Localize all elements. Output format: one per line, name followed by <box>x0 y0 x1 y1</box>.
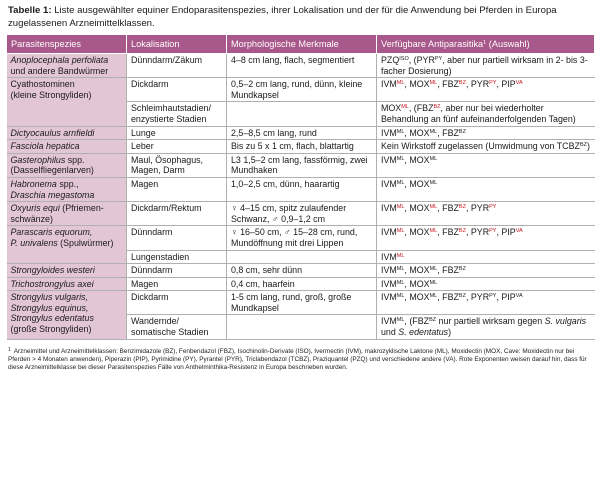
table-row <box>7 78 595 102</box>
parasite-note: spp., <box>56 178 79 189</box>
location-cell: Dünndarm/Zäkum <box>127 54 227 78</box>
parasite-note: (kleine Strongyliden) <box>10 89 92 100</box>
drug: , PYR <box>465 227 490 238</box>
morphology-cell: 0,4 cm, haarfein <box>227 277 377 291</box>
drug-class: ML <box>396 155 405 162</box>
location-cell: Schleimhautstadien/ enzystierte Stadien <box>127 102 227 126</box>
drug: IVM <box>381 292 397 303</box>
drug: , MOX <box>404 203 430 214</box>
location-cell: Leber <box>127 140 227 154</box>
drug-note: Kein Wirkstoff zugelassen (Umwidmung von TCBZ <box>381 141 580 152</box>
drug-class: ML <box>396 279 405 286</box>
drug: , FBZ <box>437 203 459 214</box>
drug: IVM <box>381 251 397 262</box>
drugs-cell <box>377 102 595 126</box>
table-row <box>7 153 595 177</box>
footnote <box>8 346 592 373</box>
location-cell: Magen <box>127 177 227 201</box>
parasite-name: Dictyocaulus arnfieldi <box>10 127 95 138</box>
drug-note: ) <box>448 327 452 338</box>
drug: , MOX <box>404 154 430 165</box>
drug-class-resistant: BZ <box>458 80 466 87</box>
drug: , PIP <box>496 79 516 90</box>
drug: , PYR <box>465 203 490 214</box>
location-cell: Dünndarm <box>127 264 227 278</box>
table-row <box>7 291 595 315</box>
drug-class: ISO <box>399 56 409 62</box>
morphology-cell: Bis zu 5 x 1 cm, flach, blattartig <box>227 140 377 154</box>
parasite-cell <box>7 78 127 126</box>
parasite-name: Fasciola hepatica <box>10 141 80 152</box>
drug-class: PY <box>489 293 497 300</box>
drug-class: ML <box>396 293 405 300</box>
morphology-cell: 1-5 cm lang, rund, groß, große Mundkapsel <box>227 291 377 315</box>
drug-class-resistant: PY <box>489 80 497 87</box>
drug-class-resistant: PY <box>489 204 497 211</box>
header-drugs-text: Verfügbare Antiparasitika <box>381 38 484 49</box>
drug-class-resistant: ML <box>396 204 405 211</box>
drug: , MOX <box>404 278 430 289</box>
drug: , MOX <box>404 178 430 189</box>
parasite-name: Strongylus vulgaris, <box>10 292 88 303</box>
location-cell: Lunge <box>127 126 227 140</box>
parasite-cell <box>7 153 127 177</box>
drug-class-resistant: ML <box>401 104 409 111</box>
morphology-cell <box>227 102 377 126</box>
parasite-name: Strongylus equinus, <box>10 302 89 313</box>
drugs-cell <box>377 153 595 177</box>
drugs-cell <box>377 126 595 140</box>
drug-note: ) <box>586 141 590 152</box>
parasite-cell <box>7 140 127 154</box>
drug: IVM <box>381 154 397 165</box>
parasite-name: Anoplocephala perfoliata <box>10 55 109 65</box>
parasite-name: Trichostrongylus axei <box>10 278 94 289</box>
drug: IVM <box>381 227 397 238</box>
parasite-cell <box>7 202 127 226</box>
location-cell: Maul, Ösophagus, Magen, Darm <box>127 153 227 177</box>
drug: , FBZ <box>437 265 459 276</box>
drug-note: und <box>381 327 399 338</box>
drug: , PIP <box>496 227 516 238</box>
drug-class-resistant: ML <box>396 80 405 87</box>
header-drugs-sup: 1 <box>483 39 487 46</box>
parasite-cell <box>7 177 127 201</box>
parasite-cell <box>7 291 127 339</box>
drug-class-resistant: VA <box>515 80 523 87</box>
parasite-name: S. edentatus <box>398 327 449 338</box>
footnote-text: Arzneimittel und Arzneimittelklassen: Benzimidazole (BZ), Fenbendazol (FBZ), Isochinolin-Derivate (ISO), Ivermectin (IVM), makrozyklische Laktone (ML), Moxidectin (MOX, Cave: Moxidectin nur bei Pferden > 4 Monaten anwenden), Piperazin (PIP), Pyrimidine (PY), Pyrantel (PYR), Triclabendazol (TCBZ), Praziquantel (PZQ) und verschiedene andere (VA). Rote Exponenten weisen darauf hin, dass für diese Arzneimittelklasse bei dieser Parasitenspezies Fälle von Anthelminthika-Resistenz in Europa beschrieben wurden. <box>8 347 587 372</box>
drug: PZQ <box>381 55 400 65</box>
drugs-cell <box>377 140 595 154</box>
drug-class: ML <box>429 128 438 135</box>
parasite-name: P. univalens <box>10 237 58 248</box>
table-row <box>7 264 595 278</box>
table-row <box>7 54 595 78</box>
morphology-cell <box>227 250 377 264</box>
drug-class: ML <box>429 155 438 162</box>
morphology-cell: 1,0–2,5 cm, dünn, haarartig <box>227 177 377 201</box>
drugs-cell <box>377 277 595 291</box>
morphology-cell: 0,8 cm, sehr dünn <box>227 264 377 278</box>
location-cell: Lungenstadien <box>127 250 227 264</box>
drug: , FBZ <box>437 227 459 238</box>
caption-label: Tabelle 1: <box>8 5 52 16</box>
parasite-cell <box>7 277 127 291</box>
drug-class-resistant: VA <box>515 228 523 235</box>
location-cell: Magen <box>127 277 227 291</box>
drug: , MOX <box>404 227 430 238</box>
drug: IVM <box>381 178 397 189</box>
drug: IVM <box>381 278 397 289</box>
drugs-cell <box>377 264 595 278</box>
parasite-cell <box>7 264 127 278</box>
drug: , (PYR <box>408 55 435 65</box>
table-caption <box>8 4 594 30</box>
drug-class: ML <box>429 179 438 186</box>
morphology-cell: ♀ 16–50 cm, ♂ 15–28 cm, rund, Mundöffnung mit drei Lippen <box>227 226 377 250</box>
drugs-cell <box>377 250 595 264</box>
drug-class: ML <box>429 266 438 273</box>
caption-text: Liste ausgewählter equiner Endoparasitenspezies, ihrer Lokalisation und der für die Anwendung bei Pferden in Europa zugelassenen Arzneimittelklassen. <box>8 5 557 29</box>
morphology-cell: 4–8 cm lang, flach, segmentiert <box>227 54 377 78</box>
parasite-name: S. vulgaris <box>544 316 587 327</box>
drugs-cell <box>377 202 595 226</box>
drug-class-resistant: ML <box>429 80 438 87</box>
parasite-name: Cyathostominen <box>10 79 75 90</box>
parasite-note: (Pfriemen- <box>59 203 104 214</box>
drug: , PYR <box>465 292 490 303</box>
drug-class: ML <box>429 279 438 286</box>
morphology-cell: 0,5–2 cm lang, rund, dünn, kleine Mundkapsel <box>227 78 377 102</box>
drug-class: BZ <box>579 142 587 149</box>
drug-class-resistant: PY <box>489 228 497 235</box>
drug-class: ML <box>396 179 405 186</box>
table-row <box>7 226 595 250</box>
header-drugs-suffix: (Auswahl) <box>488 38 530 49</box>
table-row <box>7 140 595 154</box>
drug-class: BZ <box>458 128 466 135</box>
drug: IVM <box>381 127 397 138</box>
drug: , FBZ <box>437 79 459 90</box>
drugs-cell <box>377 315 595 339</box>
drug: MOX <box>381 103 402 114</box>
drug: IVM <box>381 203 397 214</box>
drug-note: , aber nur bei wiederholter Behandlung an fünf aufeinanderfolgenden Tagen) <box>381 103 576 124</box>
location-cell: Dickdarm/Rektum <box>127 202 227 226</box>
drug-class: ML <box>396 266 405 273</box>
parasite-name: Strongyloides westeri <box>10 265 95 276</box>
drug-class: PY <box>434 56 443 62</box>
drug: , MOX <box>404 127 430 138</box>
parasite-cell <box>7 126 127 140</box>
drug-class-resistant: BZ <box>433 104 441 111</box>
drug-class-resistant: ML <box>396 228 405 235</box>
drug-class-resistant: ML <box>396 252 405 259</box>
header-parasite: Parasitenspezies <box>7 35 127 54</box>
drug: , (FBZ <box>404 316 430 327</box>
drug: , FBZ <box>437 127 459 138</box>
parasite-name: Strongylus edentatus <box>10 313 94 324</box>
location-cell: Wandernde/ somatische Stadien <box>127 315 227 339</box>
parasite-note: (Dasselfliegenlarven) <box>10 165 94 176</box>
drug-class: BZ <box>458 293 466 300</box>
drug-class: ML <box>429 293 438 300</box>
morphology-cell <box>227 315 377 339</box>
drugs-cell <box>377 54 595 78</box>
header-drugs <box>377 35 595 54</box>
drug: IVM <box>381 316 397 327</box>
morphology-cell: 2,5–8,5 cm lang, rund <box>227 126 377 140</box>
drugs-cell <box>377 291 595 315</box>
drug-class: VA <box>515 293 523 300</box>
drug: , MOX <box>404 79 430 90</box>
drug-class-resistant: BZ <box>458 228 466 235</box>
drug-class-resistant: ML <box>429 228 438 235</box>
drug-class-resistant: BZ <box>458 204 466 211</box>
drug-note: nur partiell wirksam gegen <box>436 316 545 327</box>
drug: , FBZ <box>437 292 459 303</box>
drugs-cell <box>377 226 595 250</box>
parasite-note: (Spulwürmer) <box>57 237 114 248</box>
drug: , MOX <box>404 292 430 303</box>
parasite-name: Draschia megastoma <box>10 189 95 200</box>
header-location: Lokalisation <box>127 35 227 54</box>
parasite-note: und andere Bandwürmer <box>10 65 109 76</box>
table-row <box>7 277 595 291</box>
drugs-cell <box>377 78 595 102</box>
drug: IVM <box>381 79 397 90</box>
drug-class: ML <box>396 128 405 135</box>
location-cell: Dünndarm <box>127 226 227 250</box>
header-morphology: Morphologische Merkmale <box>227 35 377 54</box>
parasite-table <box>6 34 595 340</box>
drug-class: BZ <box>429 317 437 324</box>
location-cell: Dickdarm <box>127 78 227 102</box>
table-header-row <box>7 35 595 54</box>
table-row <box>7 202 595 226</box>
location-cell: Dickdarm <box>127 291 227 315</box>
parasite-cell <box>7 54 127 78</box>
drug-note: , aber nur partiell wirksam in 2- bis 3-facher Dosierung) <box>381 55 588 76</box>
drug: IVM <box>381 265 397 276</box>
drugs-cell <box>377 177 595 201</box>
drug: , PIP <box>496 292 516 303</box>
drug: , MOX <box>404 265 430 276</box>
parasite-name: Parascaris equorum, <box>10 227 93 238</box>
parasite-note: spp. <box>65 154 85 165</box>
drug-class-resistant: ML <box>429 204 438 211</box>
parasite-note: (große Strongyliden) <box>10 324 92 335</box>
morphology-cell: ♀ 4–15 cm, spitz zulaufender Schwanz, ♂ 0,9–1,2 cm <box>227 202 377 226</box>
morphology-cell: L3 1,5–2 cm lang, fassförmig, zwei Mundhaken <box>227 153 377 177</box>
parasite-name: Habronema <box>10 178 57 189</box>
table-row <box>7 177 595 201</box>
drug-class: BZ <box>458 266 466 273</box>
parasite-name: Gasterophilus <box>10 154 66 165</box>
parasite-name: Oxyuris equi <box>10 203 60 214</box>
footnote-mark: 1 <box>8 346 11 353</box>
drug: , (FBZ <box>408 103 434 114</box>
drug: , PYR <box>465 79 490 90</box>
table-row <box>7 126 595 140</box>
parasite-note: schwänze) <box>10 213 53 224</box>
drug-class: ML <box>396 317 405 324</box>
parasite-cell <box>7 226 127 264</box>
